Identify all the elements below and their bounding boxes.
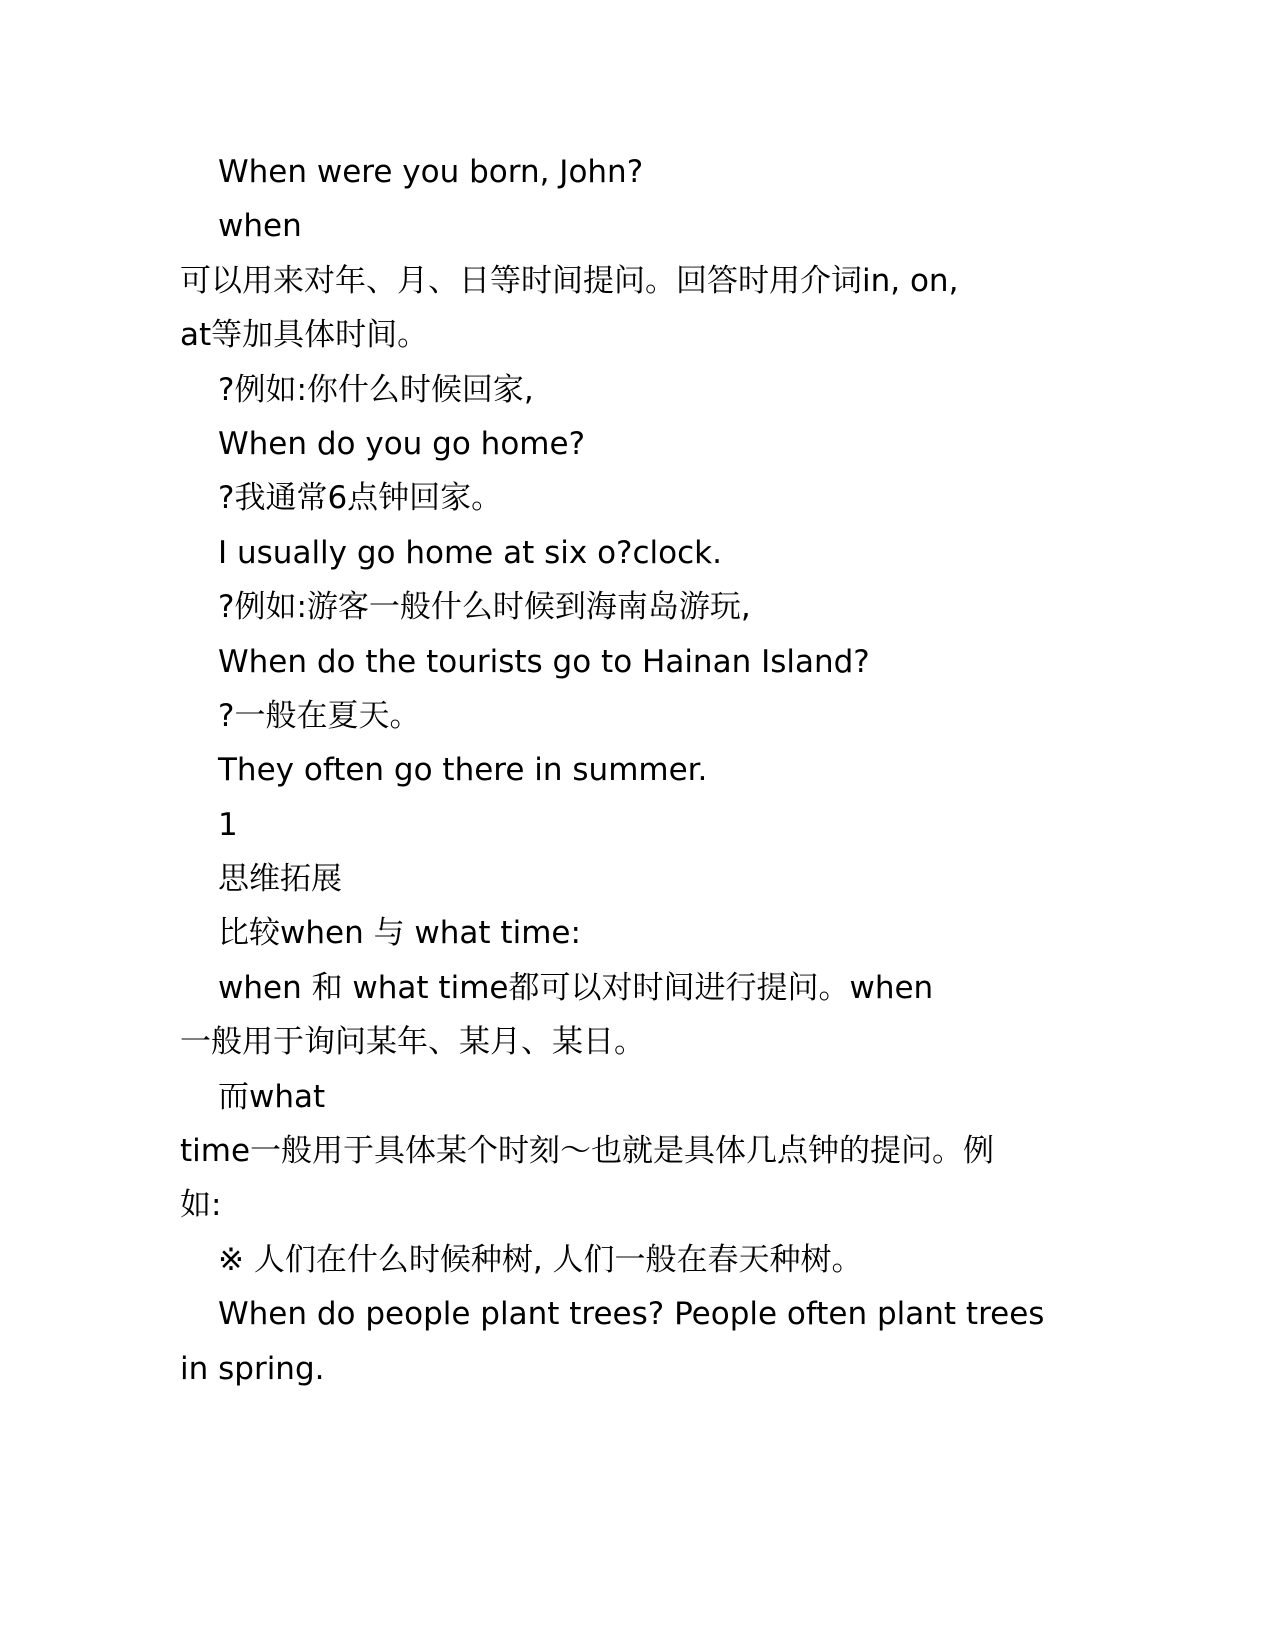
section-heading: 思维拓展: [218, 861, 342, 898]
text-line: When do the tourists go to Hainan Island?: [218, 643, 870, 680]
text-line: ?例如:游客一般什么时候到海南岛游玩,: [218, 589, 751, 626]
text-line: ※ 人们在什么时候种树, 人们一般在春天种树。: [218, 1241, 863, 1278]
text-line: They often go there in summer.: [218, 752, 708, 789]
text-line: ?一般在夏天。: [218, 697, 421, 734]
page-number: 1: [218, 806, 238, 843]
text-line: when: [218, 208, 302, 245]
text-line: 如:: [180, 1187, 222, 1224]
text-line: 比较when 与 what time:: [218, 915, 581, 952]
text-line: in spring.: [180, 1350, 325, 1387]
text-line: I usually go home at six o?clock.: [218, 534, 722, 571]
text-line: 可以用来对年、月、日等时间提问。回答时用介词in, on,: [180, 262, 959, 299]
text-line: time一般用于具体某个时刻～也就是具体几点钟的提问。例: [180, 1133, 995, 1170]
text-line: When do people plant trees? People often plant trees: [218, 1296, 1045, 1333]
text-line: when 和 what time都可以对时间进行提问。when: [218, 969, 934, 1006]
text-line: When were you born, John?: [218, 154, 644, 190]
text-line: When do you go home?: [218, 425, 586, 462]
document-body: [180, 145, 1060, 1396]
text-line: ?我通常6点钟回家。: [218, 480, 503, 517]
text-line: ?例如:你什么时候回家,: [218, 371, 534, 408]
text-line: 一般用于询问某年、某月、某日。: [180, 1024, 645, 1061]
text-line: 而what: [218, 1078, 326, 1115]
text-line: at等加具体时间。: [180, 317, 429, 354]
